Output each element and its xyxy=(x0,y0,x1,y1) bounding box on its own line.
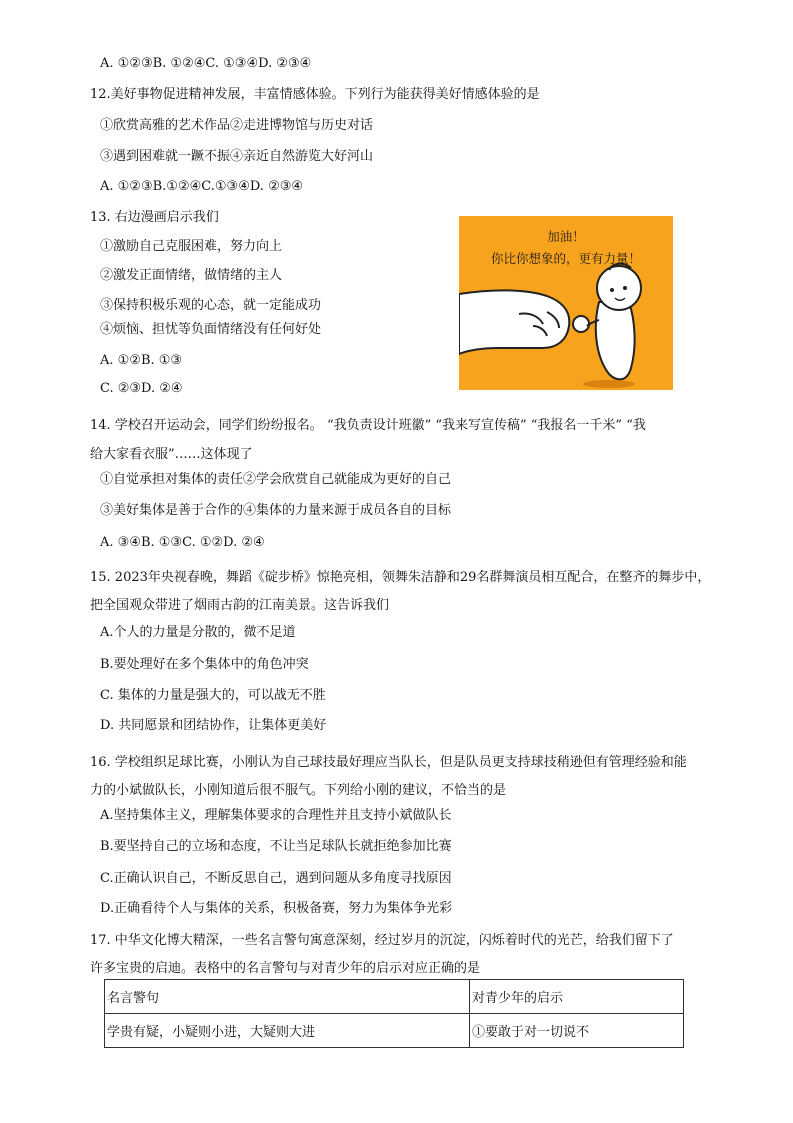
table-cell: 学贵有疑，小疑则小进，大疑则大进 xyxy=(105,1014,470,1048)
table-header-row xyxy=(105,980,684,1014)
q12-line2: ③遇到困难就一蹶不振④亲近自然游览大好河山 xyxy=(100,149,374,164)
q14-stem-line2: 给大家看衣服”……这体现了 xyxy=(90,447,253,462)
character-head xyxy=(597,266,641,310)
table-cell: ①要敢于对一切说不 xyxy=(470,1014,684,1048)
q14-line2: ③美好集体是善于合作的④集体的力量来源于成员各自的目标 xyxy=(100,503,452,518)
q14-options: A. ③④B. ①③C. ①②D. ②④ xyxy=(100,535,265,550)
q16-option-b: B.要坚持自己的立场和态度，不让当足球队长就拒绝参加比赛 xyxy=(100,839,452,854)
q16-stem-line2: 力的小斌做队长，小刚知道后很不服气。下列给小刚的建议，不恰当的是 xyxy=(90,783,507,798)
q13-item1: ①激励自己克服困难，努力向上 xyxy=(100,239,283,254)
q13-item3: ③保持积极乐观的心态，就一定能成功 xyxy=(100,298,322,313)
q15-option-a: A.个人的力量是分散的，微不足道 xyxy=(100,625,296,640)
q13-item4: ④烦恼、担忧等负面情绪没有任何好处 xyxy=(100,322,322,337)
arm-shape xyxy=(459,290,569,354)
q14-stem-line1: 14. 学校召开运动会，同学们纷纷报名。 “我负责设计班徽” “我来写宣传稿” “我报名一千米” “我 xyxy=(90,418,646,433)
q16-stem-line1: 16. 学校组织足球比赛，小刚认为自己球技最好理应当队长，但是队员更支持球技稍逊但有管理经验和能 xyxy=(90,755,687,770)
q16-option-a: A.坚持集体主义，理解集体要求的合理性并且支持小斌做队长 xyxy=(100,808,452,823)
table-row xyxy=(105,1014,684,1048)
q12-stem: 12.美好事物促进精神发展，丰富情感体验。下列行为能获得美好情感体验的是 xyxy=(90,87,540,102)
q11-options: A. ①②③B. ①②④C. ①③④D. ②③④ xyxy=(100,56,312,71)
proverb-table xyxy=(104,979,684,1048)
q16-option-c: C.正确认识自己，不断反思自己，遇到问题从多角度寻找原因 xyxy=(100,871,452,886)
q15-stem-line2: 把全国观众带进了烟雨古韵的江南美景。这告诉我们 xyxy=(90,598,390,613)
q13-options-cd: C. ②③D. ②④ xyxy=(100,381,183,396)
q12-line1: ①欣赏高雅的艺术作品②走进博物馆与历史对话 xyxy=(100,118,374,133)
q16-option-d: D.正确看待个人与集体的关系，积极备赛，努力为集体争光彩 xyxy=(100,901,453,916)
q14-line1: ①自觉承担对集体的责任②学会欣赏自己就能成为更好的自己 xyxy=(100,472,452,487)
table-header-cell: 名言警句 xyxy=(105,980,470,1014)
q12-options: A. ①②③B.①②④C.①③④D. ②③④ xyxy=(100,179,304,194)
q15-option-b: B.要处理好在多个集体中的角色冲突 xyxy=(100,657,309,672)
character-body xyxy=(596,302,635,379)
cartoon-image xyxy=(459,216,673,390)
cartoon-text-line1: 加油！ xyxy=(547,229,585,244)
q13-stem: 13. 右边漫画启示我们 xyxy=(90,210,219,225)
q15-option-d: D. 共同愿景和团结协作，让集体更美好 xyxy=(100,718,327,733)
table-header-cell: 对青少年的启示 xyxy=(470,980,684,1014)
q17-stem-line2: 许多宝贵的启迪。表格中的名言警句与对青少年的启示对应正确的是 xyxy=(90,961,481,976)
cartoon-text-line2: 你比你想象的，更有力量！ xyxy=(490,251,641,266)
q15-stem-line1: 15. 2023年央视春晚，舞蹈《碇步桥》惊艳亮相，领舞朱洁静和29名群舞演员相互配合，在整齐的舞步中， xyxy=(90,570,711,585)
q15-option-c: C. 集体的力量是强大的，可以战无不胜 xyxy=(100,688,326,703)
q17-stem-line1: 17. 中华文化博大精深，一些名言警句寓意深刻，经过岁月的沉淀，闪烁着时代的光芒，给我们留下了 xyxy=(90,933,674,948)
q13-item2: ②激发正面情绪，做情绪的主人 xyxy=(100,268,283,283)
q13-options-ab: A. ①②B. ①③ xyxy=(100,353,183,368)
